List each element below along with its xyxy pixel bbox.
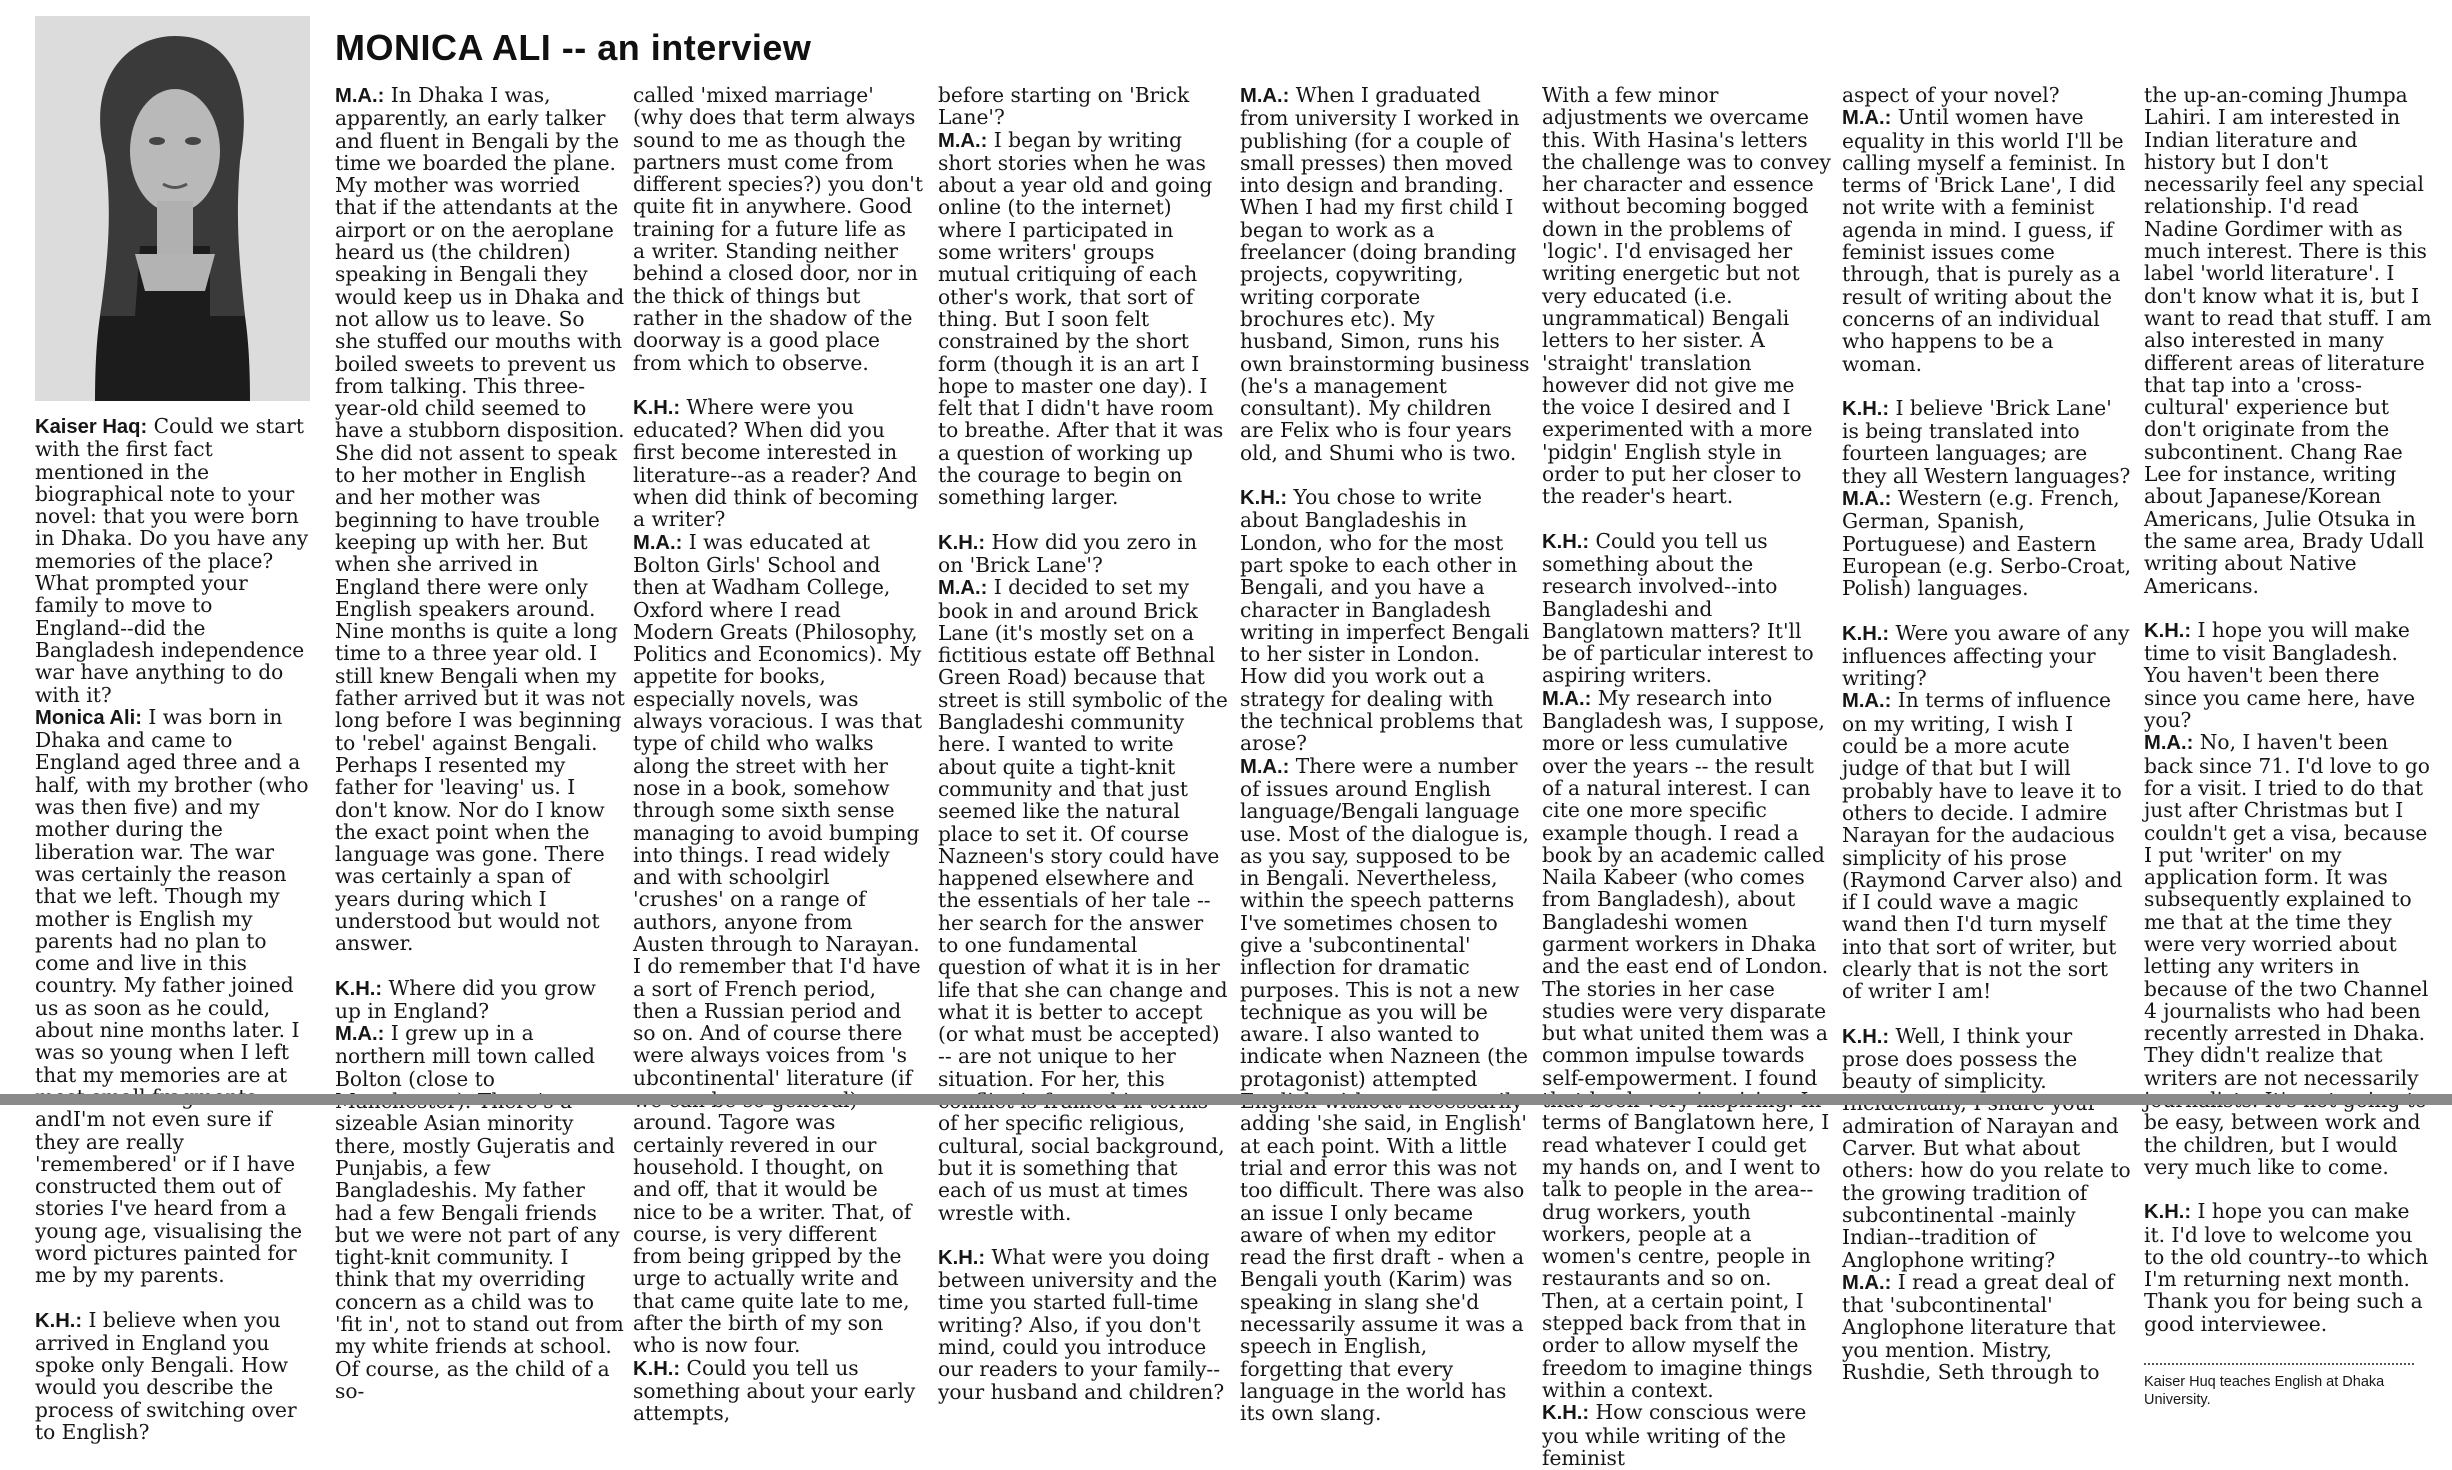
paragraph-text: I believe 'Brick Lane' is being translated into fourteen languages; are they all Western languages? xyxy=(1842,395,2131,488)
column-4 xyxy=(938,84,1228,1403)
paragraph xyxy=(1542,530,1832,687)
paragraph xyxy=(938,129,1228,509)
paragraph-text: You chose to write about Bangladeshis in London, who for the most part spoke to each other in Bengali, and you have a character in Bangladesh writing in imperfect Bengali to her sister in London. How did you work out a strategy for dealing with the technical problems that arose? xyxy=(1240,485,1530,756)
paragraph-text: Where did you grow up in England? xyxy=(335,975,596,1023)
speaker-label: M.A.: xyxy=(1240,85,1290,107)
speaker-label: K.H.: xyxy=(633,1357,681,1380)
paragraph xyxy=(2144,1200,2434,1335)
column-8 xyxy=(2144,84,2434,1409)
paragraph xyxy=(335,977,625,1023)
paragraph xyxy=(35,706,310,1287)
paragraph xyxy=(1240,84,1530,464)
paragraph xyxy=(2144,731,2434,1178)
speaker-label: K.H.: xyxy=(335,977,383,1000)
speaker-label: K.H.: xyxy=(1542,530,1590,553)
paragraph xyxy=(335,1022,625,1402)
speaker-label: K.H.: xyxy=(1842,397,1890,420)
paragraph xyxy=(1240,486,1530,755)
speaker-label: K.H.: xyxy=(938,1246,986,1269)
speaker-label: Kaiser Haq: xyxy=(35,416,148,438)
paragraph-text: Western (e.g. French, German, Spanish, Portuguese) and Eastern European (e.g. Serbo-Croat, Polish) languages. xyxy=(1842,486,2132,601)
speaker-label: M.A.: xyxy=(335,85,385,107)
paragraph xyxy=(35,415,310,706)
paragraph-text: Well, I think your prose does possess the beauty of simplicity. admiration of Narayan and Carver. But what about others: how do you relate to the growing tradition of subcontinental -mainly Indian--tradition of Anglophone writing? xyxy=(1842,1023,2131,1272)
paragraph xyxy=(1842,487,2132,599)
paragraph-text: I was born in Dhaka and came to England aged three and a half, with my brother (who was then five) and my mother during the liberation war. The war was certainly the reason that we left. Though my mother is English my parents had no plan to come and live in this country. My father joined us as soon as he could, about nine months later. I was so young when I left that my memories are at andI'm not even sure if they are really 'remembered' or if I have constructed them out of stories I've heard from a young age, visualising the word pictures painted for me by my parents. xyxy=(35,704,309,1288)
speaker-label: K.H.: xyxy=(633,396,681,419)
bottom-bar xyxy=(0,1094,2452,1105)
paragraph xyxy=(35,1309,310,1444)
speaker-label: K.H.: xyxy=(35,1309,83,1332)
paragraph xyxy=(1842,397,2132,487)
paragraph xyxy=(2144,619,2434,731)
column-7 xyxy=(1842,84,2132,1383)
speaker-label: M.A.: xyxy=(938,129,988,152)
paragraph-text: When I graduated from university I worked in publishing (for a couple of small presses) then moved into design and branding. When I had my first child I began to work as a freelancer (doing branding projects, copywriting, writing corporate brochures etc). My husband, Simon, runs his own brainstorming business (he's a management consultant). My children are Felix who is four years old, and Shumi who is two. xyxy=(1240,83,1530,465)
paragraph xyxy=(335,84,625,955)
speaker-label: K.H.: xyxy=(1842,1025,1890,1048)
paragraph xyxy=(1542,687,1832,1402)
paragraph-text: Could you tell us something about your early attempts, xyxy=(633,1355,916,1426)
column-2 xyxy=(335,84,625,1402)
speaker-label: K.H.: xyxy=(938,531,986,554)
paragraph-text: called 'mixed marriage' (why does that term always sound to me as though the partners must come from different species?) you don't quite fit in anywhere. Good training for a future life as a writer. Standing neither behind a closed door, nor in the thick of things but rather in the shadow of the doorway is a good place from which to observe. xyxy=(633,83,923,375)
paragraph-text: No, I haven't been back since 71. I'd love to go for a visit. I tried to do that just after Christmas but I couldn't get a visa, because I put 'writer' on my application form. It was subsequently explained to me that at the time they were very worried about letting any writers in because of the two Channel 4 journalists who had been recently arrested in Dhaka. They didn't realize that writers are not necessarily be easy, between work and the children, but I would very much like to come. xyxy=(2144,730,2430,1179)
paragraph-text: I hope you can make it. I'd love to welcome you to the old country--to which I'm returning next month. Thank you for being such a good interviewee. xyxy=(2144,1199,2429,1336)
paragraph-text: How conscious were you while writing of the feminist xyxy=(1542,1400,1807,1470)
speaker-label: K.H.: xyxy=(1542,1402,1590,1425)
speaker-label: M.A.: xyxy=(335,1023,385,1046)
speaker-label: M.A.: xyxy=(1842,488,1892,511)
paragraph-text: I believe when you arrived in England you spoke only Bengali. How would you describe the process of switching over to English? xyxy=(35,1307,297,1445)
paragraph-text: There were a number of issues around English language/Bengali language use. Most of the dialogue is, as you say, supposed to be in Bengali. Nevertheless, within the speech patterns I've sometimes chosen to give a 'subcontinental' inflection for dramatic purposes. This is not a new technique as you will be aware. I also wanted to indicate when Nazneen (the protagonist) attempted adding 'she said, in English' at each point. With a little trial and error this was not too difficult. There was also an issue I only became aware of when my editor read the first draft - when a Bengali youth (Karim) was speaking in slang she'd necessarily assume it was a speech in English, forgetting that every language in the world has its own slang. xyxy=(1240,753,1529,1426)
paragraph-text: Could we start with the first fact mentioned in the biographical note to your novel: that you were born in Dhaka. Do you have any memories of the place? What prompted your family to move to England--did the Bangladesh independence war have anything to do with it? xyxy=(35,414,309,707)
author-byline: Kaiser Huq teaches English at Dhaka University. xyxy=(2144,1374,2385,1409)
paragraph-text: aspect of your novel? xyxy=(1842,83,2060,107)
column-6 xyxy=(1542,84,1832,1469)
paragraph-text: the up-an-coming Jhumpa Lahiri. I am interested in Indian literature and history but I don't necessarily feel any special relationship. I'd read Nadine Gordimer with as much interest. There is this label 'world literature'. I don't know what it is, but I want to read that stuff. I am also interested in many different areas of literature that tap into a 'cross-cultural' experience but don't originate from the subcontinent. Chang Rae Lee for instance, writing about Japanese/Korean Americans, Julie Otsuka in the same area, Brady Udall writing about Native Americans. xyxy=(2144,83,2432,598)
paragraph-text: Where were you educated? When did you first become interested in literature--as a reader? And when did think of becoming a writer? xyxy=(633,394,919,532)
paragraph xyxy=(633,396,923,531)
column-1 xyxy=(35,415,310,1443)
paragraph xyxy=(938,531,1228,577)
paragraph xyxy=(1842,1025,2132,1271)
speaker-label: M.A.: xyxy=(938,577,988,600)
speaker-label: M.A.: xyxy=(1842,690,1892,713)
paragraph xyxy=(938,576,1228,1224)
paragraph-text: What were you doing between university and the time you started full-time writing? Also, if you don't mind, could you introduce our readers to your family--your husband and children? xyxy=(938,1244,1225,1404)
speaker-label: M.A.: xyxy=(1240,755,1290,778)
speaker-label: K.H.: xyxy=(2144,1201,2192,1224)
paragraph-text: I hope you will make time to visit Bangladesh. You haven't been there since you came here, have you? xyxy=(2144,617,2416,733)
paragraph xyxy=(1842,689,2132,1002)
speaker-label: K.H.: xyxy=(2144,619,2192,642)
speaker-label: K.H.: xyxy=(1240,487,1288,510)
paragraph xyxy=(1542,1401,1832,1469)
paragraph-text: Were you aware of any influences affecting your writing? xyxy=(1842,620,2130,691)
paragraph-text: My research into Bangladesh was, I suppose, more or less cumulative over the years -- the result of a natural interest. I can cite one more specific example though. I read a book by an academic called Naila Kabeer (who comes from Bangladesh), about Bangladeshi women garment workers in Dhaka and the east end of London. The stories in her case studies were very disparate but what united them was a common impulse towards self-empowerment. I found terms of Banglatown here, I read whatever I could get my hands on, and I went to talk to people in the area--drug workers, youth workers, people at a women's centre, people in restaurants and so on. Then, at a certain point, I stepped back from that in order to allow myself the freedom to imagine things within a context. xyxy=(1542,685,1830,1402)
speaker-label: K.H.: xyxy=(1842,622,1890,645)
paragraph xyxy=(633,84,923,374)
article-title: MONICA ALI -- an interview xyxy=(335,27,812,68)
paragraph-text: How did you zero in on 'Brick Lane'? xyxy=(938,529,1197,577)
speaker-label: M.A.: xyxy=(633,531,683,554)
author-photo xyxy=(35,16,310,401)
paragraph xyxy=(633,1357,923,1425)
paragraph xyxy=(2144,84,2434,597)
column-3 xyxy=(633,84,923,1425)
paragraph-text: I began by writing short stories when he was about a year old and going online (to the internet) where I participated in some writers' groups mutual critiquing of each other's work, that sort of thing. But I soon felt constrained by the short form (though it is an art I hope to master one day). I felt that I didn't have room to breathe. After that it was a question of working up the courage to begin on something larger. xyxy=(938,127,1224,510)
paragraph-text: I was educated at Bolton Girls' School and then at Wadham College, Oxford where I read Modern Greats (Philosophy, Politics and Economics). My appetite for books, especially novels, was always voracious. I was that type of child who walks along the street with her nose in a book, somehow through some sixth sense managing to avoid bumping into things. I read widely and with schoolgirl 'crushes' on a range of authors, anyone from Austen through to Narayan. I do remember that I'd have a sort of French period, then a Russian period and so on. And of course there were always voices from 's ubcontinental' literature (if around. Tagore was certainly revered in our household. I thought, on and off, that it would be nice to be a writer. That, of course, is very different from being gripped by the urge to actually write and that came quite late to me, after the birth of my son who is now four. xyxy=(633,529,923,1358)
paragraph xyxy=(633,531,923,1357)
paragraph-text: before starting on 'Brick Lane'? xyxy=(938,83,1190,130)
paragraph-text: With a few minor adjustments we overcame this. With Hasina's letters the challenge was to convey her character and essence without becoming bogged down in the problems of 'logic'. I'd envisaged her writing energetic but not very educated (i.e. ungrammatical) Bengali letters to her sister. A 'straight' translation however did not give me the voice I desired and I experimented with a more 'pidgin' English style in order to put her closer to the reader's heart. xyxy=(1542,83,1831,509)
speaker-label: M.A.: xyxy=(2144,732,2194,755)
speaker-label: M.A.: xyxy=(1842,1271,1892,1294)
paragraph-text: Could you tell us something about the research involved--into Bangladeshi and Banglatown matters? It'll be of particular interest to aspiring writers. xyxy=(1542,528,1814,688)
paragraph xyxy=(1842,1271,2132,1383)
paragraph-text: In terms of influence on my writing, I wish I could be a more acute judge of that but I will probably have to leave it to others to decide. I admire Narayan for the audacious simplicity of his prose (Raymond Carver also) and if I could wave a magic wand then I'd turn myself into that sort of writer, but clearly that is not the sort of writer I am! xyxy=(1842,688,2123,1004)
paragraph xyxy=(938,1246,1228,1403)
paragraph xyxy=(1842,106,2132,375)
paragraph xyxy=(1542,84,1832,508)
paragraph xyxy=(1842,622,2132,690)
paragraph-text: Until women have equality in this world I'll be calling myself a feminist. In terms of 'Brick Lane', I did not write with a feminist agenda in mind. I guess, if feminist issues come through, that is purely as a result of writing about the concerns of an individual who happens to be a woman. xyxy=(1842,105,2126,376)
speaker-label: M.A.: xyxy=(1542,687,1592,710)
column-5 xyxy=(1240,84,1530,1425)
divider xyxy=(2144,1363,2414,1365)
paragraph-text: I decided to set my book in and around Brick Lane (it's mostly set on a fictitious estate off Bethnal Green Road) because that street is still symbolic of the Bangladeshi community here. I wanted to write about quite a tight-knit community and that just seemed like the natural place to set it. Of course Nazneen's story could have happened elsewhere and the essentials of her tale -- her search for the answer to one fundamental question of what it is in her life that she can change and what it is better to accept (or what must be accepted) -- are not unique to her situation. For her, this of her specific religious, cultural, social background, but it is something that each of us must at times wrestle with. xyxy=(938,575,1228,1225)
paragraph xyxy=(1240,755,1530,1425)
speaker-label: M.A.: xyxy=(1842,107,1892,130)
paragraph-text: I read a great deal of that 'subcontinental' Anglophone literature that you mention. Mistry, Rushdie, Seth through to xyxy=(1842,1269,2116,1385)
speaker-label: Monica Ali: xyxy=(35,706,142,729)
paragraph-text: In Dhaka I was, apparently, an early talker and fluent in Bengali by the time we boarded the plane. My mother was worried that if the attendants at the airport or on the aeroplane heard us (the children) speaking in Bengali they would keep us in Dhaka and not allow us to leave. So she stuffed our mouths with boiled sweets to prevent us from talking. This three-year-old child seemed to have a stubborn disposition. She did not assent to speak to her mother in English and her mother was beginning to have trouble keeping up with her. But when she arrived in England there were only English speakers around. Nine months is quite a long time to a three year old. I still knew Bengali when my father arrived but it was not long before I was beginning to 'rebel' against Bengali. Perhaps I resented my father for 'leaving' us. I don't know. Nor do I know the exact point when the language was gone. There was certainly a span of years during which I understood but would not answer. xyxy=(335,83,625,956)
paragraph xyxy=(938,84,1228,129)
paragraph-text: I grew up in a northern mill town called Bolton (close to sizeable Asian minority there, mostly Gujeratis and Punjabis, a few Bangladeshis. My father had a few Bengali friends but we were not part of any tight-knit community. I think that my overriding concern as a child was to 'fit in', not to stand out from my white friends at school. Of course, as the child of a so- xyxy=(335,1021,624,1403)
paragraph xyxy=(1842,84,2132,106)
